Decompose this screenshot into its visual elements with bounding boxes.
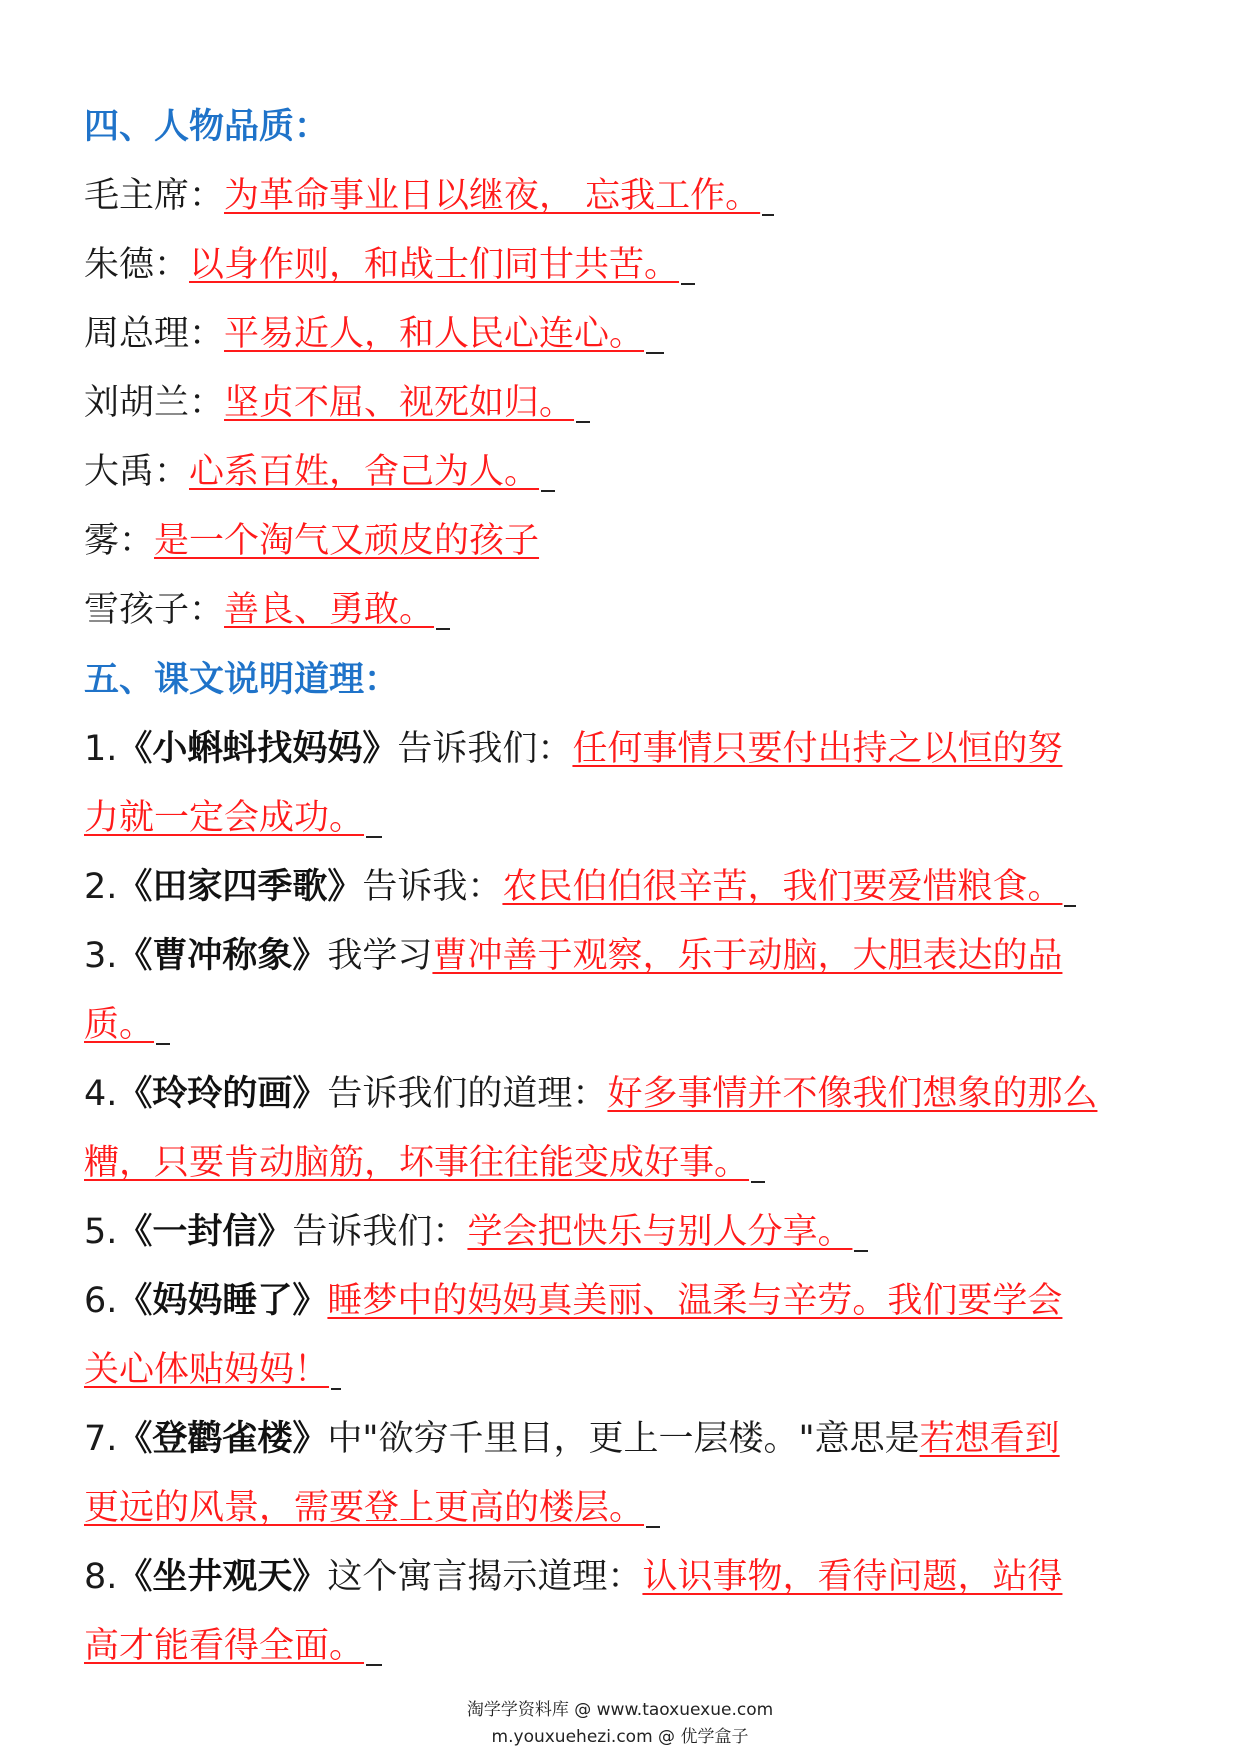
answer-text: 认识事物，看待问题，站得 (642, 1557, 1063, 1597)
answer-text: 高才能看得全面。 (84, 1626, 365, 1666)
answer-underline (331, 1388, 341, 1390)
list-item (84, 1060, 1164, 1129)
lesson-title: 《登鹳雀楼》 (117, 1419, 328, 1459)
worksheet-page (84, 92, 1164, 1681)
answer-text: 质。 (84, 1005, 155, 1045)
answer-text: 关心体贴妈妈！ (84, 1350, 330, 1390)
list-item-continued (84, 1474, 1164, 1543)
answer-text: 任何事情只要付出持之以恒的努 (572, 729, 1063, 769)
answer-text: 更远的风景，需要登上更高的楼层。 (84, 1488, 645, 1528)
list-item-continued (84, 1612, 1164, 1681)
answer-text: 糟，只要肯动脑筋，坏事往往能变成好事。 (84, 1143, 750, 1183)
answer-text: 坚贞不屈、视死如归。 (224, 383, 575, 423)
section-heading-lesson-morals: 五、课文说明道理： (84, 660, 400, 700)
answer-underline (681, 283, 695, 285)
answer-underline (762, 214, 774, 216)
list-item-continued (84, 1129, 1164, 1198)
item-number: 2. (84, 867, 118, 907)
item-number: 5. (84, 1212, 118, 1252)
list-item (84, 300, 1164, 369)
item-label: 周总理： (84, 314, 225, 354)
list-item (84, 1543, 1164, 1612)
answer-text: 是一个淘气又顽皮的孩子 (154, 521, 540, 561)
footer-line-1: 淘学学资料库 @ www.taoxuexue.com (466, 1700, 774, 1720)
list-item (84, 576, 1164, 645)
list-item (84, 231, 1164, 300)
item-connector: 告诉我： (362, 867, 503, 907)
list-item (84, 922, 1164, 991)
answer-text: 学会把快乐与别人分享。 (467, 1212, 853, 1252)
answer-underline (156, 1043, 170, 1045)
answer-text: 善良、勇敢。 (224, 590, 435, 630)
answer-underline (436, 628, 450, 630)
answer-underline (541, 490, 555, 492)
item-connector: 告诉我们： (292, 1212, 468, 1252)
answer-text: 睡梦中的妈妈真美丽、温柔与辛劳。我们要学会 (327, 1281, 1063, 1321)
item-label: 毛主席： (84, 176, 225, 216)
answer-underline (646, 352, 664, 354)
answer-underline (854, 1250, 868, 1252)
item-connector: 我学习 (327, 936, 433, 976)
answer-text: 平易近人，和人民心连心。 (224, 314, 645, 354)
item-connector: 告诉我们的道理： (327, 1074, 608, 1114)
item-connector: 这个寓言揭示道理： (327, 1557, 643, 1597)
item-label: 雪孩子： (84, 590, 225, 630)
item-label: 朱德： (84, 245, 190, 285)
answer-text: 力就一定会成功。 (84, 798, 365, 838)
list-item (84, 507, 1164, 576)
footer (0, 1697, 1240, 1751)
item-number: 1. (84, 729, 118, 769)
lesson-title: 《曹冲称象》 (117, 936, 328, 976)
list-item (84, 853, 1164, 922)
list-item (84, 162, 1164, 231)
item-connector: 中"欲穷千里目，更上一层楼。"意思是 (327, 1419, 920, 1459)
lesson-title: 《坐井观天》 (117, 1557, 328, 1597)
list-item-continued (84, 991, 1164, 1060)
list-item (84, 438, 1164, 507)
lesson-title: 《一封信》 (117, 1212, 293, 1252)
answer-text: 为革命事业日以继夜， 忘我工作。 (224, 176, 761, 216)
list-item (84, 715, 1164, 784)
lesson-title: 《田家四季歌》 (117, 867, 363, 907)
answer-text: 好多事情并不像我们想象的那么 (607, 1074, 1098, 1114)
item-connector: 告诉我们： (397, 729, 573, 769)
list-item-continued (84, 1336, 1164, 1405)
answer-underline (751, 1181, 765, 1183)
answer-underline (646, 1526, 660, 1528)
answer-text: 心系百姓，舍己为人。 (189, 452, 540, 492)
item-number: 7. (84, 1419, 118, 1459)
item-number: 3. (84, 936, 118, 976)
list-item-continued (84, 784, 1164, 853)
answer-text: 以身作则，和战士们同甘共苦。 (189, 245, 680, 285)
answer-text: 若想看到 (919, 1419, 1060, 1459)
answer-underline (366, 1664, 382, 1666)
answer-text: 曹冲善于观察，乐于动脑，大胆表达的品 (432, 936, 1063, 976)
list-item (84, 1405, 1164, 1474)
item-label: 刘胡兰： (84, 383, 225, 423)
item-label: 大禹： (84, 452, 190, 492)
footer-line-2: m.youxuehezi.com @ 优学盒子 (491, 1727, 749, 1747)
lesson-title: 《小蝌蚪找妈妈》 (117, 729, 398, 769)
lesson-title: 《玲玲的画》 (117, 1074, 328, 1114)
lesson-title: 《妈妈睡了》 (117, 1281, 328, 1321)
answer-underline (576, 421, 590, 423)
section-heading-character-qualities: 四、人物品质： (84, 107, 330, 147)
item-label: 雾： (84, 521, 155, 561)
answer-text: 农民伯伯很辛苦，我们要爱惜粮食。 (502, 867, 1063, 907)
list-item (84, 369, 1164, 438)
item-number: 6. (84, 1281, 118, 1321)
answer-underline (1064, 905, 1076, 907)
list-item (84, 1198, 1164, 1267)
list-item (84, 1267, 1164, 1336)
item-number: 4. (84, 1074, 118, 1114)
answer-underline (366, 836, 382, 838)
item-number: 8. (84, 1557, 118, 1597)
